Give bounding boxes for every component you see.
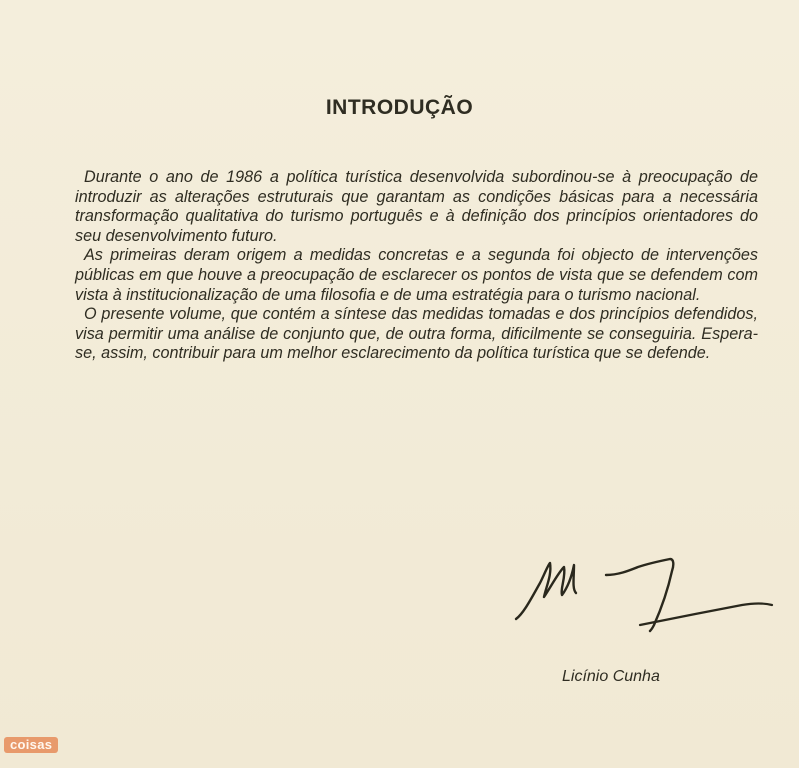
page-title: INTRODUÇÃO — [325, 96, 474, 119]
paragraph-2: As primeiras deram origem a medidas concretas e a segunda foi objecto de intervenções públicas em que houve a preocupação de esclarecer os pontos de vista que se defendem com vista à institucionalização de uma filosofia e de uma estratégia para o turismo nacional. — [75, 246, 758, 304]
paragraph-3: O presente volume, que contém a síntese das medidas tomadas e dos princípios defendidos, visa permitir uma análise de conjunto que, de outra forma, dificilmente se conseguiria. Espera-se, assim, contribuir para um melhor esclarecimento da política turística que se defende. — [75, 305, 758, 363]
signer-name: Licínio Cunha — [562, 668, 660, 685]
handwritten-signature — [510, 545, 775, 635]
paragraph-1: Durante o ano de 1986 a política turística desenvolvida subordinou-se à preocupação de introduzir as alterações estruturais que garantam as condições básicas para a necessária transformação qualitativa do turismo português e à definição dos princípios orientadores do seu desenvolvimento futuro. — [75, 168, 758, 245]
watermark-logo: coisas — [4, 737, 58, 753]
introduction-body — [75, 168, 758, 364]
